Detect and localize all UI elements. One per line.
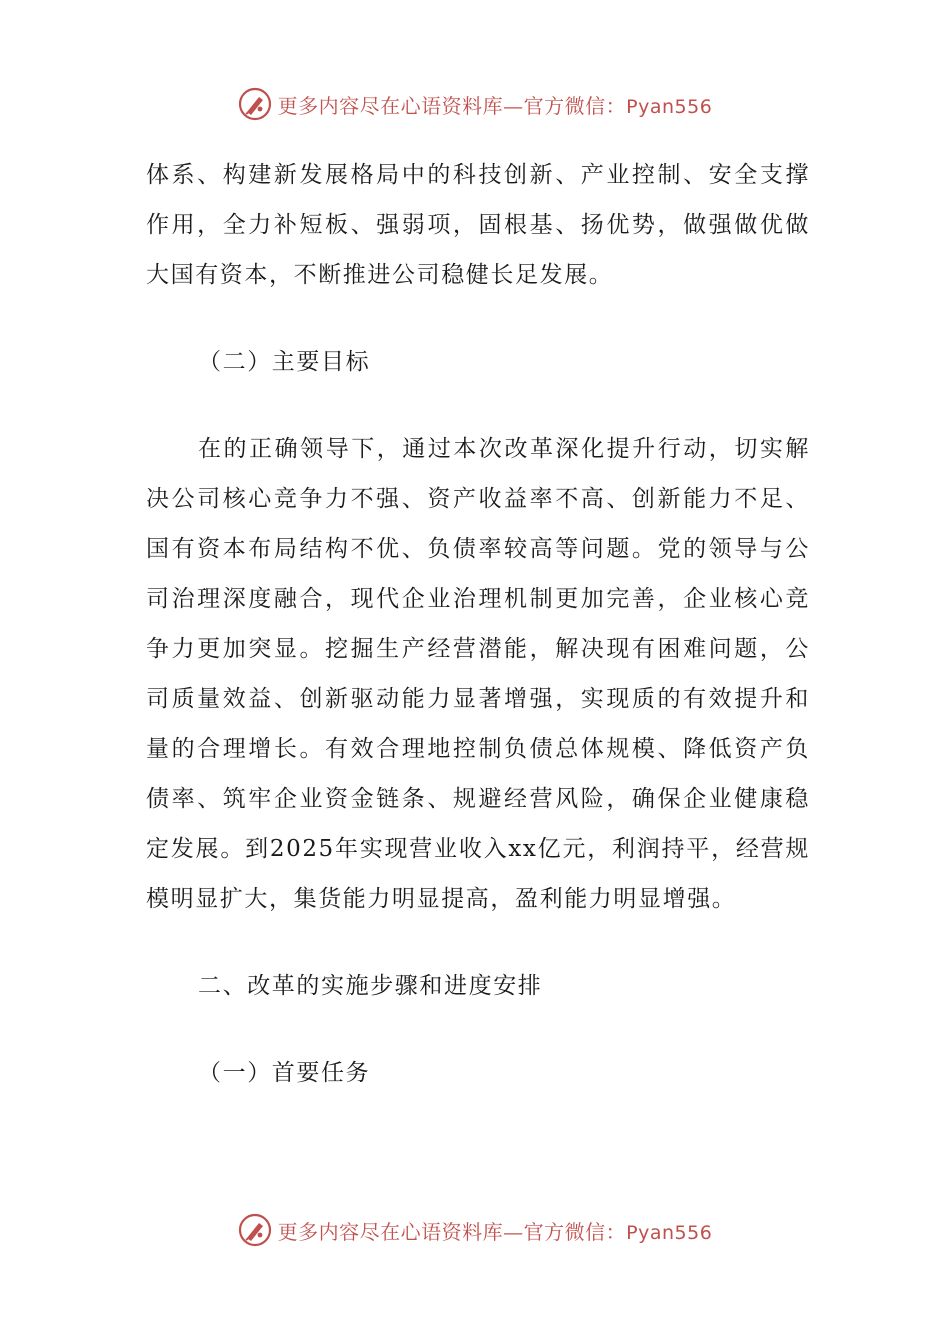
header-banner	[0, 84, 950, 124]
pen-nib-logo-icon	[238, 87, 272, 121]
pen-nib-logo-icon	[238, 1213, 272, 1247]
section-heading-primary-task: （一）首要任务	[198, 1060, 371, 1086]
banner-wechat-id: Pyan556	[626, 95, 713, 118]
banner-text	[278, 90, 713, 119]
document-body	[146, 150, 810, 1098]
paragraph-main-goals: 在的正确领导下，通过本次改革深化提升行动，切实解决公司核心竞争力不强、资产收益率不高、创新能力不足、国有资本布局结构不优、负债率较高等问题。党的领导与公司治理深度融合，现代企业治理机制更加完善，企业核心竞争力更加突显。挖掘生产经营潜能，解决现有困难问题，公司质量效益、创新驱动能力显著增强，实现质的有效提升和量的合理增长。有效合理地控制负债总体规模、降低资产负债率、筑牢企业资金链条、规避经营风险，确保企业健康稳定发展。到2025年实现营业收入xx亿元，利润持平，经营规模明显扩大，集货能力明显提高，盈利能力明显增强。	[146, 436, 810, 912]
banner-label: 更多内容尽在心语资料库—官方微信：	[277, 1219, 627, 1244]
banner-text	[278, 1216, 713, 1245]
footer-banner	[0, 1210, 950, 1250]
section-heading-implementation: 二、改革的实施步骤和进度安排	[198, 973, 543, 999]
paragraph-continuation: 体系、构建新发展格局中的科技创新、产业控制、安全支撑作用，全力补短板、强弱项，固根基、扬优势，做强做优做大国有资本，不断推进公司稳健长足发展。	[146, 162, 810, 288]
banner-label: 更多内容尽在心语资料库—官方微信：	[277, 93, 627, 118]
section-heading-main-goals: （二）主要目标	[198, 349, 371, 375]
banner-wechat-id: Pyan556	[626, 1221, 713, 1244]
